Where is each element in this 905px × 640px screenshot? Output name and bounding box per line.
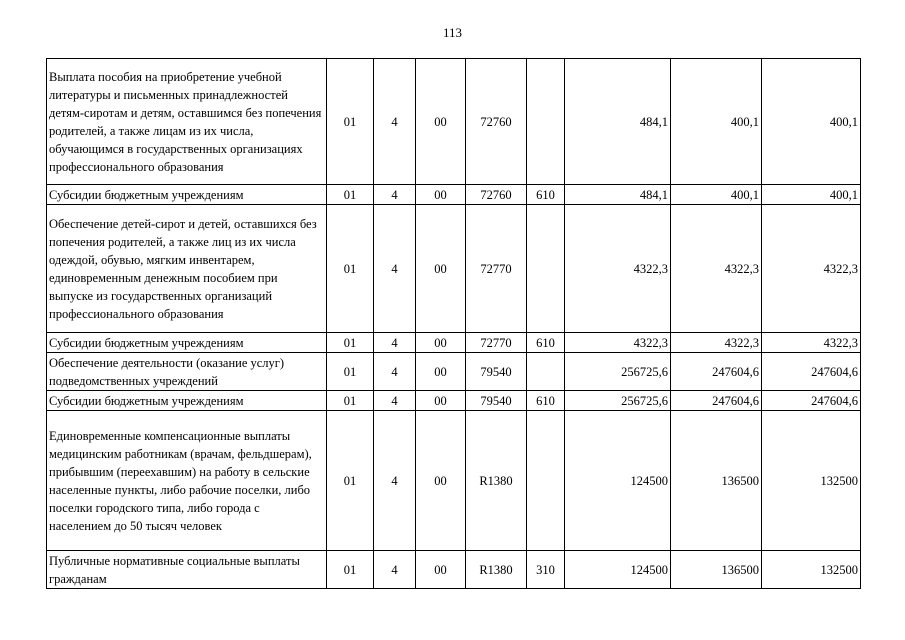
table-row [47,353,861,391]
value-year-2: 400,1 [671,185,762,205]
row-name: Обеспечение детей-сирот и детей, оставшихся без попечения родителей, а также лиц из их числа одеждой, обувью, мягким инвентарем, единовременным денежным пособием при выпуске из государственных организаций профессионального образования [47,205,327,333]
code-section: 01 [327,333,374,353]
code-subsection: 4 [374,185,416,205]
row-name: Публичные нормативные социальные выплаты гражданам [47,551,327,589]
code-expense-type [527,353,565,391]
table-row [47,333,861,353]
value-year-1: 4322,3 [565,333,671,353]
row-name: Единовременные компенсационные выплаты медицинским работникам (врачам, фельдшерам), прибывшим (переехавшим) на работу в сельские населенные пункты, либо рабочие поселки, либо поселки городского типа, либо города с населением до 50 тысяч человек [47,411,327,551]
value-year-1: 124500 [565,551,671,589]
code-target: R1380 [466,551,527,589]
code-program: 00 [416,205,466,333]
code-expense-type: 610 [527,391,565,411]
value-year-3: 400,1 [762,185,861,205]
value-year-3: 247604,6 [762,353,861,391]
code-expense-type [527,205,565,333]
value-year-3: 4322,3 [762,205,861,333]
value-year-2: 136500 [671,551,762,589]
value-year-3: 400,1 [762,59,861,185]
code-target: 72760 [466,59,527,185]
row-name: Выплата пособия на приобретение учебной литературы и письменных принадлежностей детям-сиротам и детям, оставшимся без попечения родителей, а также лицам из их числа, обучающимся в государственных организациях профессионального образования [47,59,327,185]
table-row [47,205,861,333]
value-year-2: 4322,3 [671,333,762,353]
code-program: 00 [416,411,466,551]
value-year-3: 4322,3 [762,333,861,353]
row-name: Субсидии бюджетным учреждениям [47,333,327,353]
code-section: 01 [327,391,374,411]
code-target: 72770 [466,205,527,333]
code-target: 79540 [466,353,527,391]
budget-table [46,58,861,589]
code-section: 01 [327,551,374,589]
code-program: 00 [416,353,466,391]
code-program: 00 [416,59,466,185]
table-row [47,391,861,411]
code-program: 00 [416,391,466,411]
value-year-1: 124500 [565,411,671,551]
code-section: 01 [327,411,374,551]
table-row [47,59,861,185]
table-row [47,185,861,205]
code-expense-type [527,59,565,185]
value-year-2: 4322,3 [671,205,762,333]
code-target: 72760 [466,185,527,205]
value-year-2: 136500 [671,411,762,551]
row-name: Субсидии бюджетным учреждениям [47,391,327,411]
value-year-1: 484,1 [565,185,671,205]
page-number: 113 [442,25,463,40]
code-subsection: 4 [374,551,416,589]
code-subsection: 4 [374,59,416,185]
code-subsection: 4 [374,353,416,391]
code-subsection: 4 [374,411,416,551]
value-year-2: 247604,6 [671,391,762,411]
code-section: 01 [327,353,374,391]
value-year-2: 247604,6 [671,353,762,391]
code-subsection: 4 [374,333,416,353]
value-year-1: 256725,6 [565,353,671,391]
code-expense-type [527,411,565,551]
code-expense-type: 610 [527,333,565,353]
code-target: 72770 [466,333,527,353]
row-name: Субсидии бюджетным учреждениям [47,185,327,205]
code-target: 79540 [466,391,527,411]
value-year-3: 132500 [762,411,861,551]
code-subsection: 4 [374,205,416,333]
code-section: 01 [327,205,374,333]
value-year-1: 4322,3 [565,205,671,333]
value-year-3: 247604,6 [762,391,861,411]
code-expense-type: 610 [527,185,565,205]
code-program: 00 [416,185,466,205]
table-row [47,411,861,551]
value-year-1: 484,1 [565,59,671,185]
row-name: Обеспечение деятельности (оказание услуг) подведомственных учреждений [47,353,327,391]
code-program: 00 [416,333,466,353]
table-row [47,551,861,589]
code-section: 01 [327,185,374,205]
code-target: R1380 [466,411,527,551]
value-year-1: 256725,6 [565,391,671,411]
code-program: 00 [416,551,466,589]
code-expense-type: 310 [527,551,565,589]
value-year-2: 400,1 [671,59,762,185]
value-year-3: 132500 [762,551,861,589]
code-subsection: 4 [374,391,416,411]
code-section: 01 [327,59,374,185]
